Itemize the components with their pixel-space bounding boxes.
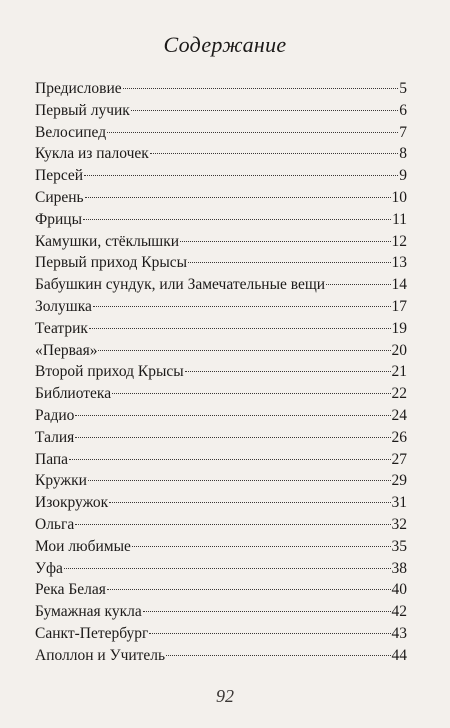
dot-leader — [326, 284, 390, 285]
dot-leader — [188, 262, 390, 263]
dot-leader — [85, 197, 391, 198]
toc-entry-page: 12 — [391, 232, 407, 250]
toc-entry-title: Аполлон и Учитель — [35, 646, 166, 664]
toc-entry-title: Театрик — [35, 319, 88, 337]
toc-entry — [35, 274, 407, 296]
toc-entry-page: 26 — [391, 428, 407, 446]
toc-entry-title: Бабушкин сундук, или Замечательные вещи — [35, 276, 326, 294]
toc-entry — [35, 122, 407, 144]
toc-entry-page: 7 — [399, 123, 407, 141]
toc-entry — [35, 623, 407, 645]
toc-entry-page: 44 — [391, 646, 407, 664]
dot-leader — [75, 415, 390, 416]
dot-leader — [84, 175, 398, 176]
toc-entry-page: 40 — [391, 581, 407, 599]
toc-entry — [35, 78, 407, 100]
toc-entry-title: Кукла из палочек — [35, 145, 149, 163]
toc-entry-page: 5 — [399, 80, 407, 97]
toc-entry-title: Золушка — [35, 297, 92, 315]
toc-entry-page: 17 — [391, 297, 407, 315]
toc-entry-title: Персей — [35, 167, 84, 185]
toc-entry-page: 20 — [391, 341, 407, 359]
toc-entry — [35, 231, 407, 253]
toc-entry — [35, 601, 407, 623]
toc-entry — [35, 165, 407, 187]
dot-leader — [89, 328, 391, 329]
toc-entry-title: Папа — [35, 450, 69, 468]
toc-entry-title: Талия — [35, 428, 75, 446]
toc-entry-page: 43 — [391, 624, 407, 642]
toc-entry-title: Велосипед — [35, 123, 107, 141]
dot-leader — [107, 132, 398, 133]
toc-entry-title: Второй приход Крысы — [35, 363, 184, 381]
dot-leader — [64, 568, 391, 569]
toc-entry-page: 6 — [399, 101, 407, 119]
dot-leader — [98, 350, 390, 351]
toc-entry-title: Радио — [35, 406, 75, 424]
dot-leader — [132, 546, 391, 547]
dot-leader — [75, 524, 390, 525]
toc-entry — [35, 492, 407, 514]
toc-entry — [35, 318, 407, 340]
toc-entry — [35, 579, 407, 601]
toc-entry — [35, 209, 407, 231]
toc-entry — [35, 536, 407, 558]
toc-entry-page: 14 — [391, 276, 407, 294]
toc-entry — [35, 470, 407, 492]
toc-entry-title: Уфа — [35, 559, 63, 577]
toc-entry-title: Предисловие — [35, 80, 122, 97]
toc-entry-page: 24 — [391, 406, 407, 424]
dot-leader — [109, 502, 390, 503]
toc-entry — [35, 558, 407, 580]
dot-leader — [185, 371, 391, 372]
dot-leader — [131, 110, 398, 111]
toc-entry — [35, 645, 407, 667]
toc-entry-page: 9 — [399, 167, 407, 185]
dot-leader — [143, 611, 391, 612]
page-number: 92 — [216, 686, 234, 706]
dot-leader — [166, 655, 390, 656]
toc-entry-title: Изокружок — [35, 494, 109, 512]
toc-entry-page: 31 — [391, 494, 407, 512]
dot-leader — [123, 88, 399, 89]
toc-entry-title: Река Белая — [35, 581, 106, 599]
toc-entry-page: 21 — [391, 363, 407, 381]
toc-entry-page: 22 — [391, 385, 407, 403]
toc-entry-title: Санкт-Петербург — [35, 624, 149, 642]
toc-entry-title: «Первая» — [35, 341, 98, 359]
dot-leader — [75, 437, 390, 438]
toc-entry-page: 19 — [391, 319, 407, 337]
dot-leader — [69, 459, 390, 460]
dot-leader — [150, 153, 398, 154]
dot-leader — [149, 633, 390, 634]
toc-entry — [35, 449, 407, 471]
toc-entry-title: Библиотека — [35, 385, 112, 403]
toc-entry-title: Камушки, стёклышки — [35, 232, 180, 250]
toc-entry-page: 27 — [391, 450, 407, 468]
toc-entry-page: 11 — [392, 210, 407, 228]
toc-entry-title: Бумажная кукла — [35, 603, 142, 621]
toc-entry-page: 35 — [391, 537, 407, 555]
toc-entry-page: 10 — [391, 188, 407, 206]
toc-entry-page: 13 — [391, 254, 407, 272]
toc-entry — [35, 100, 407, 122]
toc-entry-title: Фрицы — [35, 210, 82, 228]
toc-entry-title: Первый приход Крысы — [35, 254, 188, 272]
toc-entry-title: Ольга — [35, 515, 75, 533]
toc-entry — [35, 427, 407, 449]
toc-entry — [35, 296, 407, 318]
toc-entry-page: 32 — [391, 515, 407, 533]
toc-entry-page: 42 — [391, 603, 407, 621]
toc-entry — [35, 405, 407, 427]
page-title: Содержание — [163, 32, 287, 57]
toc-entry — [35, 340, 407, 362]
toc-entry — [35, 187, 407, 209]
toc-entry-title: Мои любимые — [35, 537, 131, 555]
toc-entry-page: 8 — [399, 145, 407, 163]
toc-entry-page: 29 — [391, 472, 407, 490]
dot-leader — [112, 393, 390, 394]
toc-entry — [35, 514, 407, 536]
dot-leader — [107, 589, 391, 590]
toc-entry-title: Кружки — [35, 472, 87, 490]
toc-entry — [35, 143, 407, 165]
dot-leader — [93, 306, 391, 307]
dot-leader — [83, 219, 391, 220]
toc-entry — [35, 383, 407, 405]
toc-entry-title: Сирень — [35, 188, 84, 206]
dot-leader — [88, 480, 391, 481]
toc-entry-page: 38 — [391, 559, 407, 577]
toc-entry — [35, 361, 407, 383]
table-of-contents — [35, 78, 407, 667]
dot-leader — [180, 241, 390, 242]
toc-entry — [35, 252, 407, 274]
toc-entry-title: Первый лучик — [35, 101, 130, 119]
